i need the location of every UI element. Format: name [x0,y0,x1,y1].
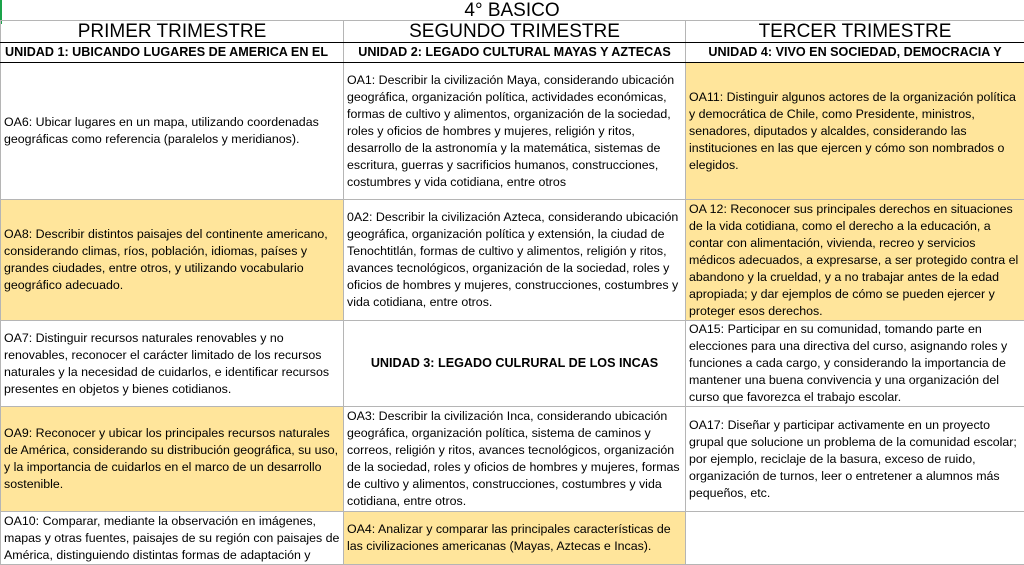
col-header-segundo[interactable]: SEGUNDO TRIMESTRE [344,21,686,43]
cell-oa10[interactable]: OA10: Comparar, mediante la observación en imágenes, mapas y otras fuentes, paisajes de su región con paisajes de América, distinguiendo distintas formas de adaptación y [1,512,344,565]
cell-oa2[interactable]: 0A2: Describir la civilización Azteca, considerando ubicación geográfica, organización política y extensión, la ciudad de Tenochtitlán, formas de cultivo y alimentos, religión y ritos, avances tecnológicos, organización de la sociedad, roles y oficios de hombres y mujeres, construcciones, costumbres y vida cotidiana, entre otros. [344,200,686,321]
table-row [1,407,1024,512]
cell-oa8[interactable]: OA8: Describir distintos paisajes del continente americano, considerando climas, ríos, población, idiomas, países y grandes ciudades, entre otros, y utilizando vocabulario geográfico adecuado. [1,200,344,321]
cell-oa1[interactable]: OA1: Describir la civilización Maya, considerando ubicación geográfica, organización política, actividades económicas, formas de cultivo y alimentos, organización de la sociedad, roles y oficios de hombres y mujeres, religión y ritos, desarrollo de la astronomía y la matemática, sistemas de escritura, guerras y sacrificios humanos, construcciones, costumbres y vida cotidiana, entre otros [344,63,686,200]
cell-oa15[interactable]: OA15: Participar en su comunidad, tomando parte en elecciones para una directiva del curso, asignando roles y funciones a cada cargo, y considerando la importancia de mantener una buena convivencia y una organización del curso que favorezca el trabajo escolar. [686,321,1024,407]
table-row [1,63,1024,200]
col-header-primer[interactable]: PRIMER TRIMESTRE [1,21,344,43]
unit-1-cell[interactable]: UNIDAD 1: UBICANDO LUGARES DE AMERICA EN EL [1,43,344,63]
curriculum-table [0,20,1024,565]
unit-4-cell[interactable]: UNIDAD 4: VIVO EN SOCIEDAD, DEMOCRACIA Y [686,43,1024,63]
cell-empty[interactable] [686,512,1024,565]
cell-oa11[interactable]: OA11: Distinguir algunos actores de la organización política y democrática de Chile, como Presidente, ministros, senadores, diputados y alcaldes, considerando las instituciones en las que ejercen y cómo son nombrados o elegidos. [686,63,1024,200]
unit-3-cell[interactable]: UNIDAD 3: LEGADO CULRURAL DE LOS INCAS [344,321,686,407]
unit-row [1,43,1024,63]
cell-oa12[interactable]: OA 12: Reconocer sus principales derechos en situaciones de la vida cotidiana, como el derecho a la educación, a contar con alimentación, vivienda, recreo y servicios médicos adecuados, a expresarse, a ser protegido contra el abandono y la crueldad, y a no trabajar antes de la edad apropiada; y dar ejemplos de cómo se pueden ejercer y proteger esos derechos. [686,200,1024,321]
cell-oa3[interactable]: OA3: Describir la civilización Inca, considerando ubicación geográfica, organización política, sistema de caminos y correos, religión y ritos, avances tecnológicos, organización de la sociedad, roles y oficios de hombres y mujeres, formas de cultivo y alimentos, construcciones, costumbres y vida cotidiana, entre otros. [344,407,686,512]
table-row [1,200,1024,321]
col-header-tercer[interactable]: TERCER TRIMESTRE [686,21,1024,43]
cell-oa6[interactable]: OA6: Ubicar lugares en un mapa, utilizando coordenadas geográficas como referencia (paralelos y meridianos). [1,63,344,200]
cell-oa9[interactable]: OA9: Reconocer y ubicar los principales recursos naturales de América, considerando su distribución geográfica, su uso, y la importancia de cuidarlos en el marco de un desarrollo sostenible. [1,407,344,512]
cell-oa17[interactable]: OA17: Diseñar y participar activamente en un proyecto grupal que solucione un problema de la comunidad escolar; por ejemplo, reciclaje de la basura, exceso de ruido, organización de turnos, leer o entretener a alumnos más pequeños, etc. [686,407,1024,512]
header-row [1,21,1024,43]
table-row [1,512,1024,565]
table-row [1,321,1024,407]
cell-oa7[interactable]: OA7: Distinguir recursos naturales renovables y no renovables, reconocer el carácter limitado de los recursos naturales y la necesidad de cuidarlos, e identificar recursos presentes en objetos y bienes cotidianos. [1,321,344,407]
sheet-title: 4° BASICO [0,0,1024,20]
unit-2-cell[interactable]: UNIDAD 2: LEGADO CULTURAL MAYAS Y AZTECAS [344,43,686,63]
cell-oa4[interactable]: OA4: Analizar y comparar las principales características de las civilizaciones americanas (Mayas, Aztecas e Incas). [344,512,686,565]
